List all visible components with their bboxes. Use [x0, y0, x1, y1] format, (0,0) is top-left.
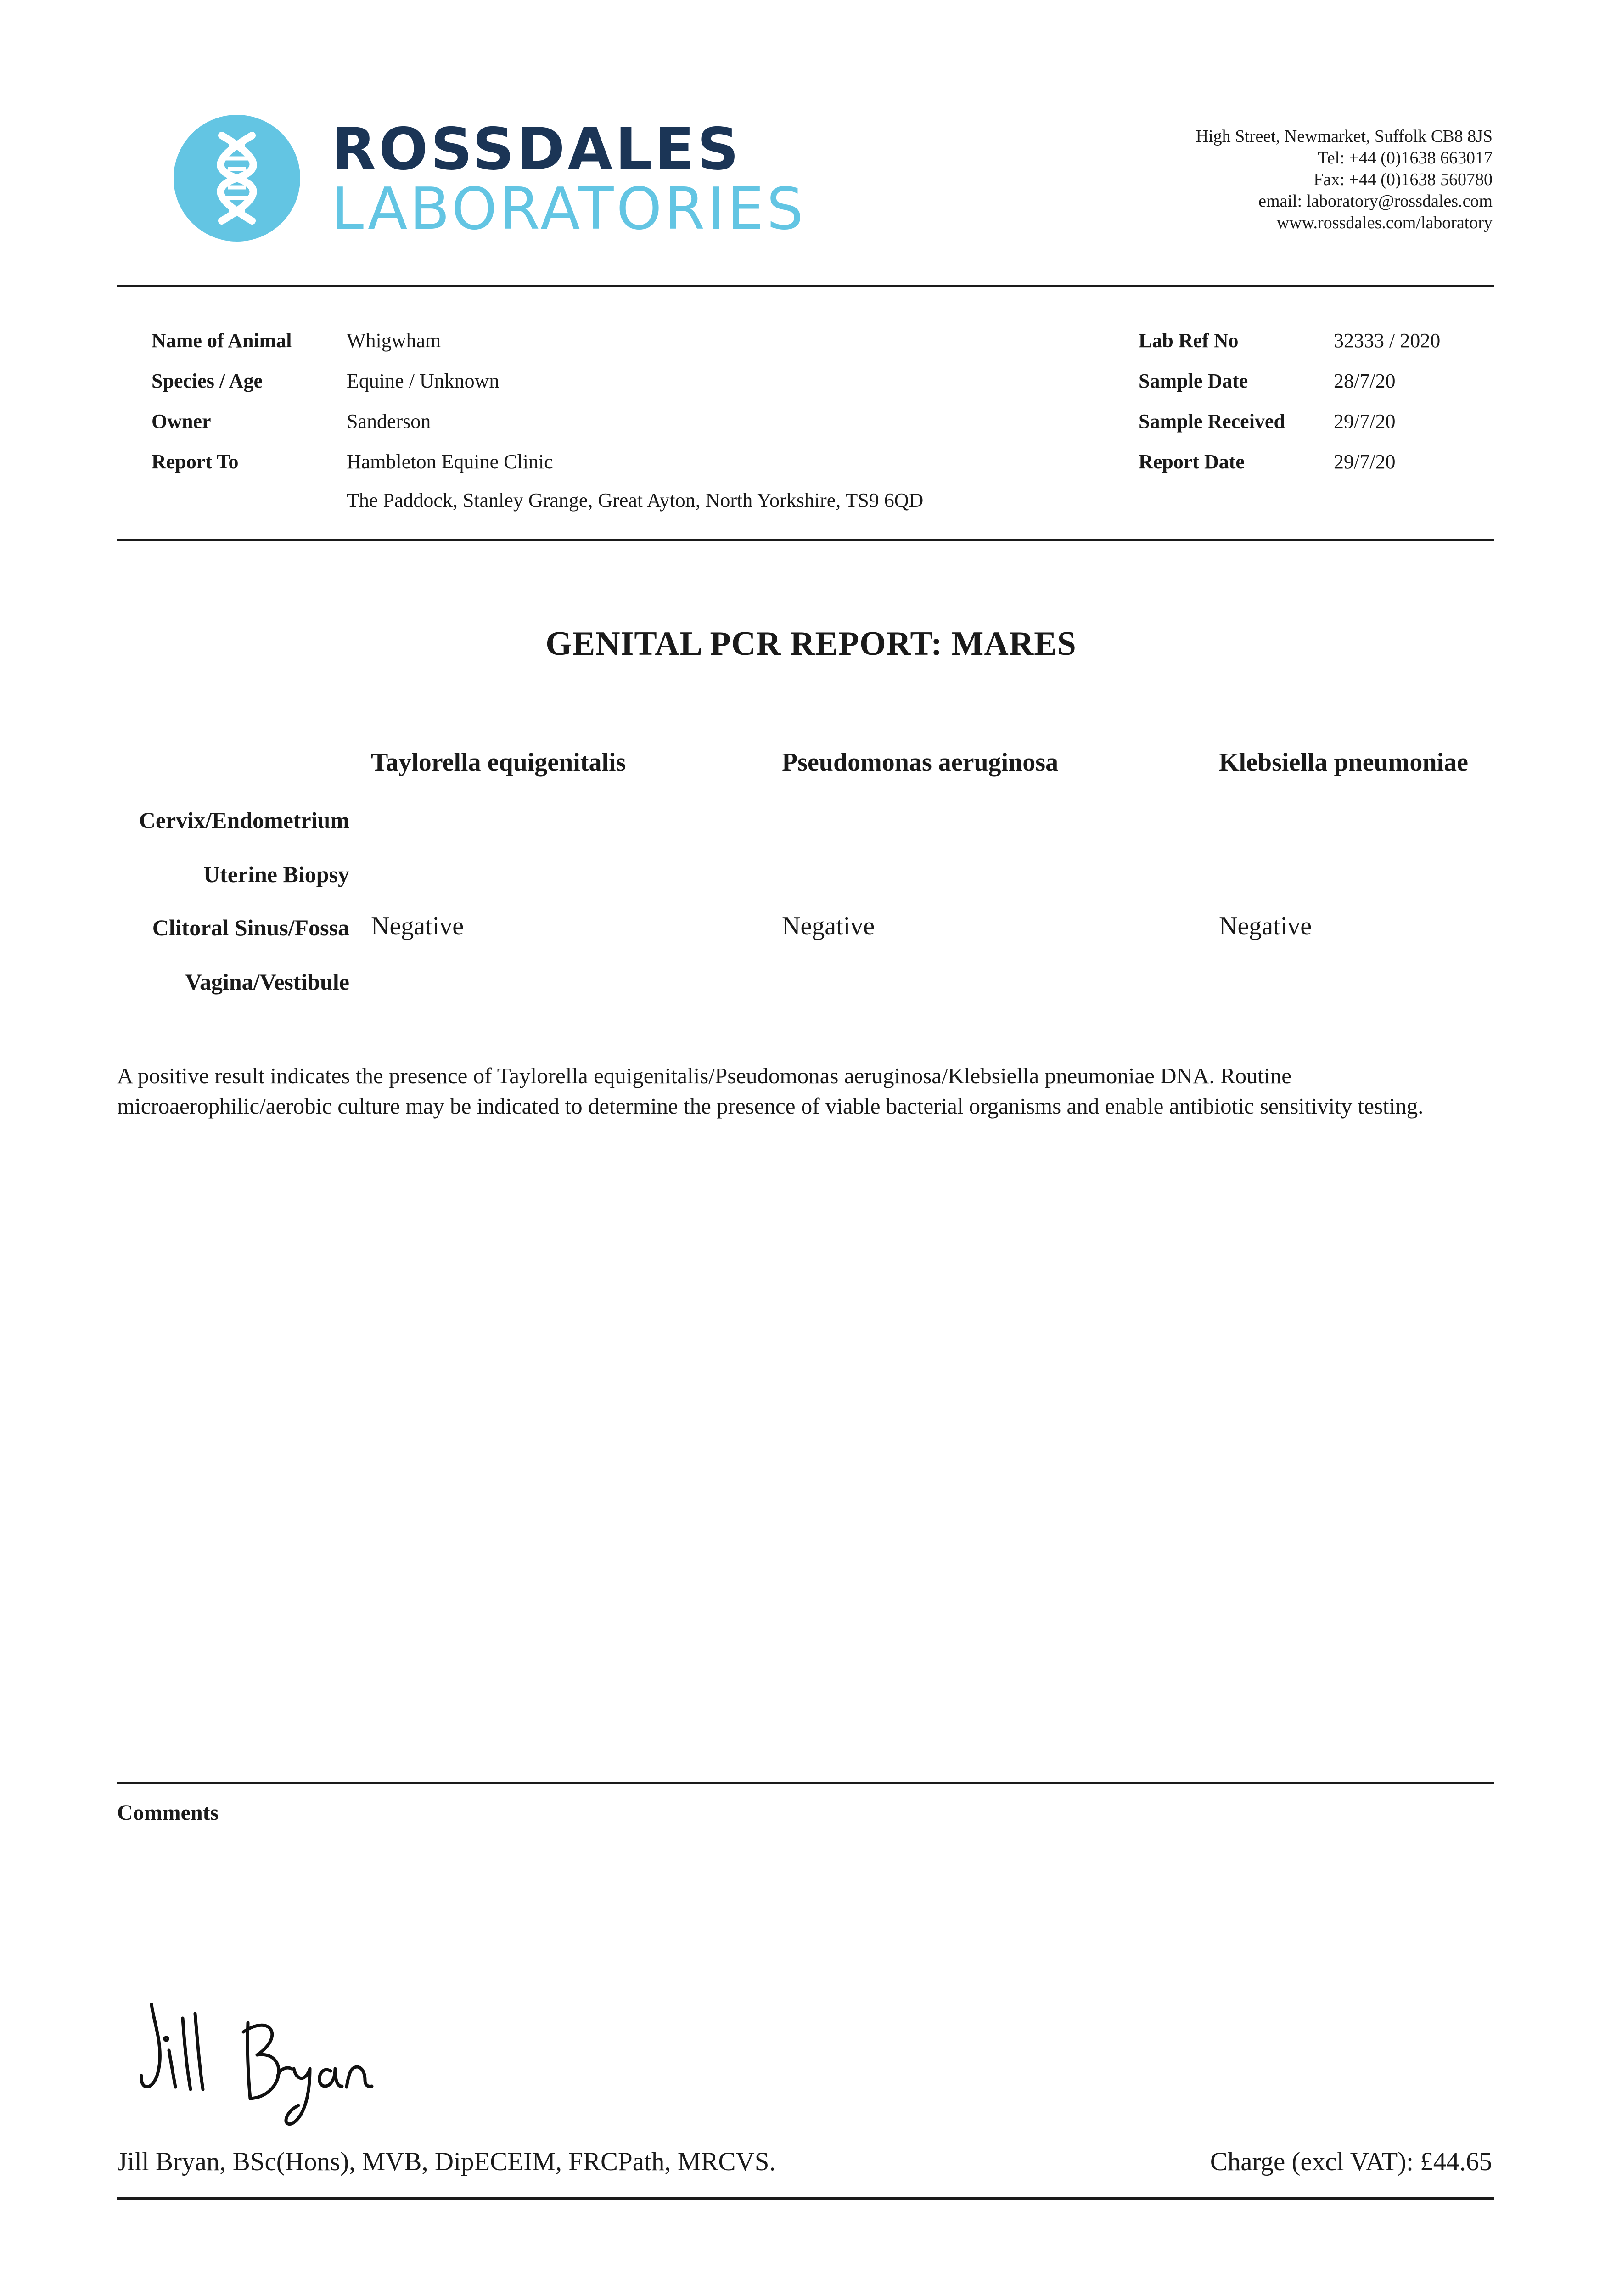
animal-name-value: Whigwham [347, 329, 441, 352]
column-header-taylorella: Taylorella equigenitalis [371, 748, 626, 777]
report-date-label: Report Date [1139, 450, 1245, 473]
comments-divider [117, 1782, 1494, 1784]
row-label-vagina: Vagina/Vestibule [185, 969, 349, 995]
dna-helix-graphic [174, 115, 300, 242]
owner-value: Sanderson [347, 410, 431, 433]
comments-label: Comments [117, 1801, 219, 1825]
species-age-value: Equine / Unknown [347, 370, 500, 392]
animal-name-label: Name of Animal [152, 329, 292, 352]
brand-name-line1: ROSSDALES [331, 115, 742, 183]
interpretation-note: A positive result indicates the presence of Taylorella equigenitalis/Pseudomonas aeruginosa/Klebsiella pneumoniae DNA. Routine microaerophilic/aerobic culture may be indicated to determine the presence of viable bacterial organisms and enable antibiotic sensitivity testing. [117, 1063, 1424, 1119]
row-label-clitoral-sinus: Clitoral Sinus/Fossa [152, 915, 349, 940]
signature-image [133, 1995, 404, 2128]
sample-received-label: Sample Received [1139, 410, 1285, 433]
report-to-address: The Paddock, Stanley Grange, Great Ayton, North Yorkshire, TS9 6QD [347, 489, 924, 512]
sample-date-value: 28/7/20 [1334, 370, 1396, 392]
column-header-pseudomonas: Pseudomonas aeruginosa [782, 748, 1059, 777]
column-header-klebsiella: Klebsiella pneumoniae [1219, 748, 1468, 777]
lab-fax: Fax: +44 (0)1638 560780 [1313, 170, 1493, 189]
footer-divider [117, 2197, 1494, 2200]
report-to-label: Report To [152, 450, 239, 473]
lab-email: email: laboratory@rossdales.com [1258, 191, 1493, 211]
report-title: GENITAL PCR REPORT: MARES [545, 625, 1077, 663]
report-date-value: 29/7/20 [1334, 450, 1396, 473]
row-label-cervix: Cervix/Endometrium [139, 807, 349, 833]
sample-date-label: Sample Date [1139, 370, 1248, 392]
report-to-value: Hambleton Equine Clinic [347, 450, 553, 473]
lab-website: www.rossdales.com/laboratory [1276, 213, 1493, 232]
brand-name-line2: LABORATORIES [331, 175, 806, 242]
sample-received-value: 29/7/20 [1334, 410, 1396, 433]
lab-ref-label: Lab Ref No [1139, 329, 1239, 352]
result-klebsiella-clitoral: Negative [1219, 912, 1312, 940]
lab-ref-value: 32333 / 2020 [1334, 329, 1441, 352]
header-divider [117, 285, 1494, 287]
signer-credentials: Jill Bryan, BSc(Hons), MVB, DipECEIM, FRCPath, MRCVS. [117, 2147, 776, 2176]
owner-label: Owner [152, 410, 211, 433]
species-age-label: Species / Age [152, 370, 263, 392]
dna-helix-icon [174, 115, 300, 242]
lab-address: High Street, Newmarket, Suffolk CB8 8JS [1195, 127, 1493, 146]
charge-amount: Charge (excl VAT): £44.65 [1210, 2147, 1492, 2176]
result-taylorella-clitoral: Negative [371, 912, 464, 940]
row-label-uterine-biopsy: Uterine Biopsy [203, 861, 349, 887]
lab-tel: Tel: +44 (0)1638 663017 [1318, 148, 1493, 168]
result-pseudomonas-clitoral: Negative [782, 912, 875, 940]
info-divider [117, 539, 1494, 541]
